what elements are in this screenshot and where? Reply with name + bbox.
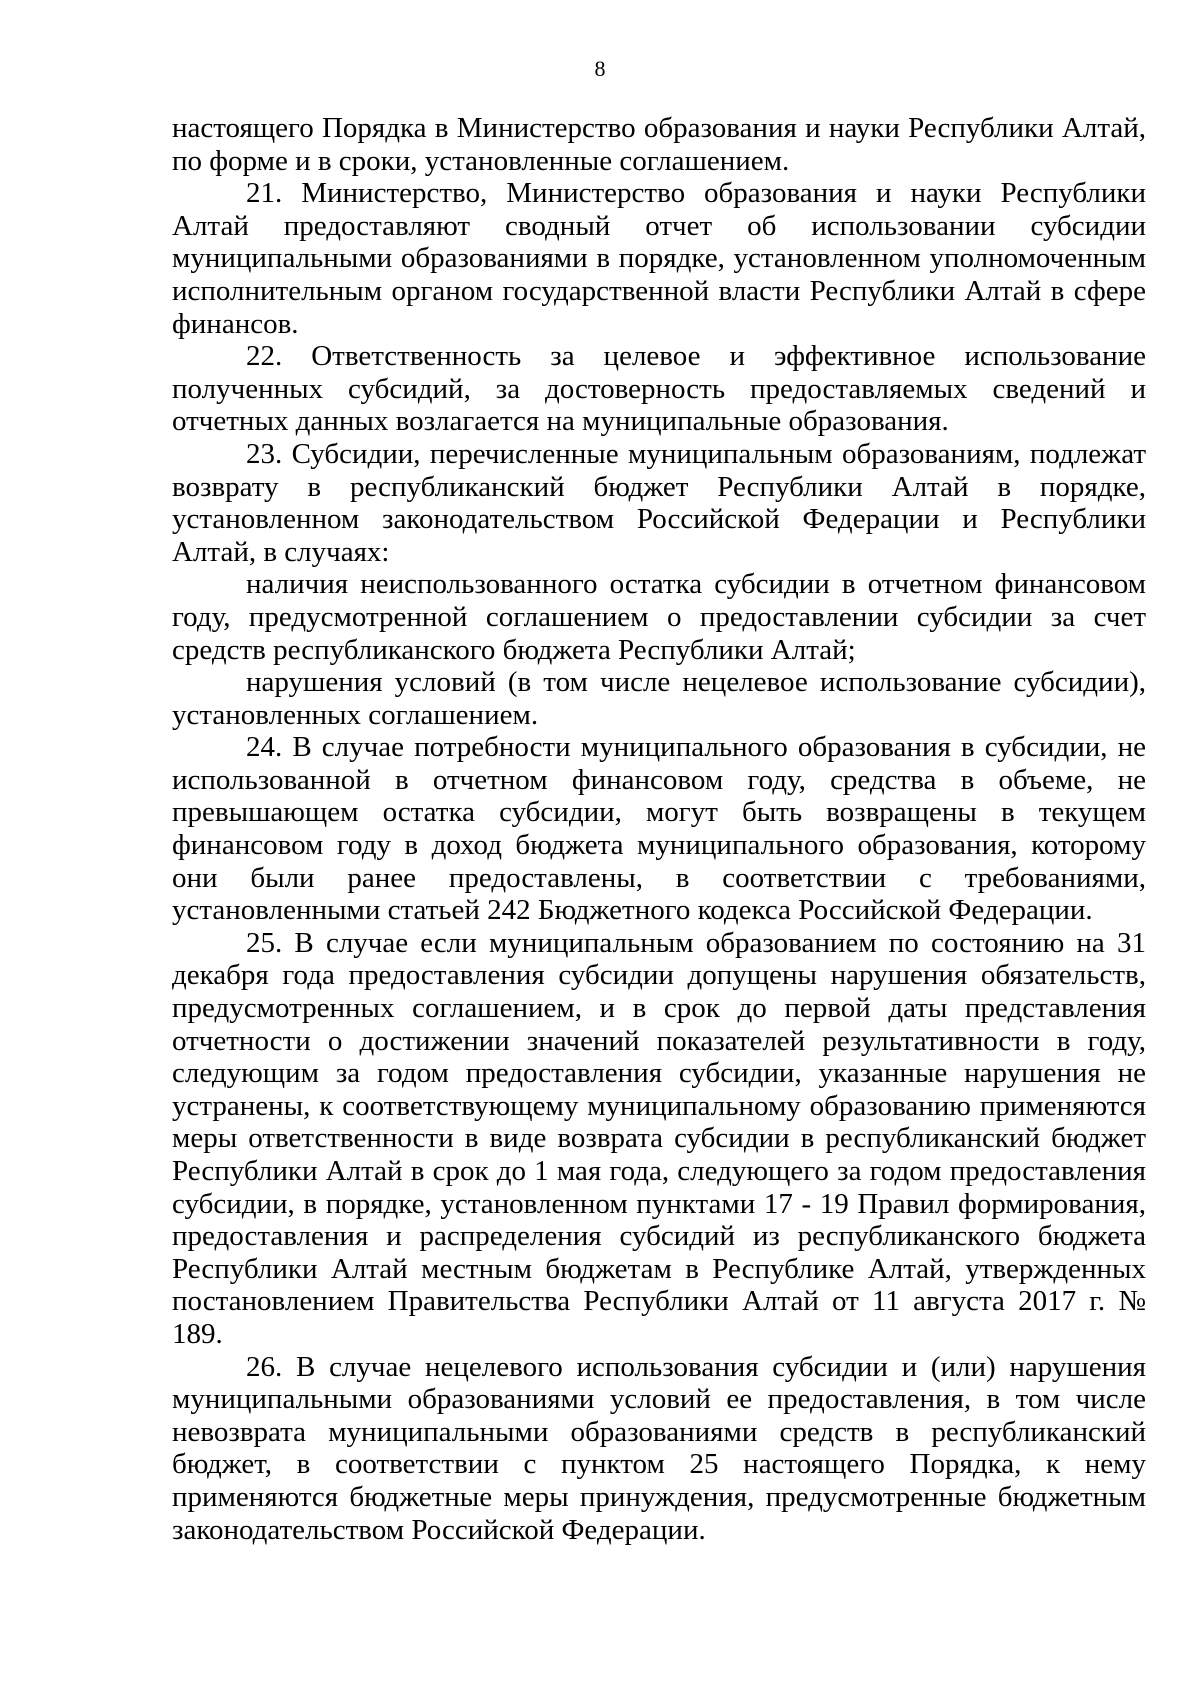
- paragraph-continuation: настоящего Порядка в Министерство образования и науки Республики Алтай, по форме и в сроки, установленные соглашением.: [172, 112, 1146, 177]
- document-body: [172, 112, 1146, 1546]
- paragraph-24: 24. В случае потребности муниципального образования в субсидии, не использованной в отчетном финансовом году, средства в объеме, не превышающем остатка субсидии, могут быть возвращены в текущем финансовом году в доход бюджета муниципального образования, которому они были ранее предоставлены, в соответствии с требованиями, установленными статьей 242 Бюджетного кодекса Российской Федерации.: [172, 731, 1146, 927]
- paragraph-23-case-2: нарушения условий (в том числе нецелевое использование субсидии), установленных соглашением.: [172, 666, 1146, 731]
- page-header: [0, 56, 1200, 82]
- page-number: 8: [594, 56, 606, 81]
- paragraph-25: 25. В случае если муниципальным образованием по состоянию на 31 декабря года предоставления субсидии допущены нарушения обязательств, предусмотренных соглашением, и в срок до первой даты представления отчетности о достижении значений показателей результативности в году, следующим за годом предоставления субсидии, указанные нарушения не устранены, к соответствующему муниципальному образованию применяются меры ответственности в виде возврата субсидии в республиканский бюджет Республики Алтай в срок до 1 мая года, следующего за годом предоставления субсидии, в порядке, установленном пунктами 17 - 19 Правил формирования, предоставления и распределения субсидий из республиканского бюджета Республики Алтай местным бюджетам в Республике Алтай, утвержденных постановлением Правительства Республики Алтай от 11 августа 2017 г. № 189.: [172, 926, 1146, 1350]
- paragraph-26: 26. В случае нецелевого использования субсидии и (или) нарушения муниципальными образованиями условий ее предоставления, в том числе невозврата муниципальными образованиями средств в республиканский бюджет, в соответствии с пунктом 25 настоящего Порядка, к нему применяются бюджетные меры принуждения, предусмотренные бюджетным законодательством Российской Федерации.: [172, 1350, 1146, 1546]
- paragraph-22: 22. Ответственность за целевое и эффективное использование полученных субсидий, за достоверность предоставляемых сведений и отчетных данных возлагается на муниципальные образования.: [172, 340, 1146, 438]
- paragraph-23: 23. Субсидии, перечисленные муниципальным образованиям, подлежат возврату в республиканский бюджет Республики Алтай в порядке, установленном законодательством Российской Федерации и Республики Алтай, в случаях:: [172, 437, 1146, 568]
- paragraph-21: 21. Министерство, Министерство образования и науки Республики Алтай предоставляют сводный отчет об использовании субсидии муниципальными образованиями в порядке, установленном уполномоченным исполнительным органом государственной власти Республики Алтай в сфере финансов.: [172, 177, 1146, 340]
- paragraph-23-case-1: наличия неиспользованного остатка субсидии в отчетном финансовом году, предусмотренной соглашением о предоставлении субсидии за счет средств республиканского бюджета Республики Алтай;: [172, 568, 1146, 666]
